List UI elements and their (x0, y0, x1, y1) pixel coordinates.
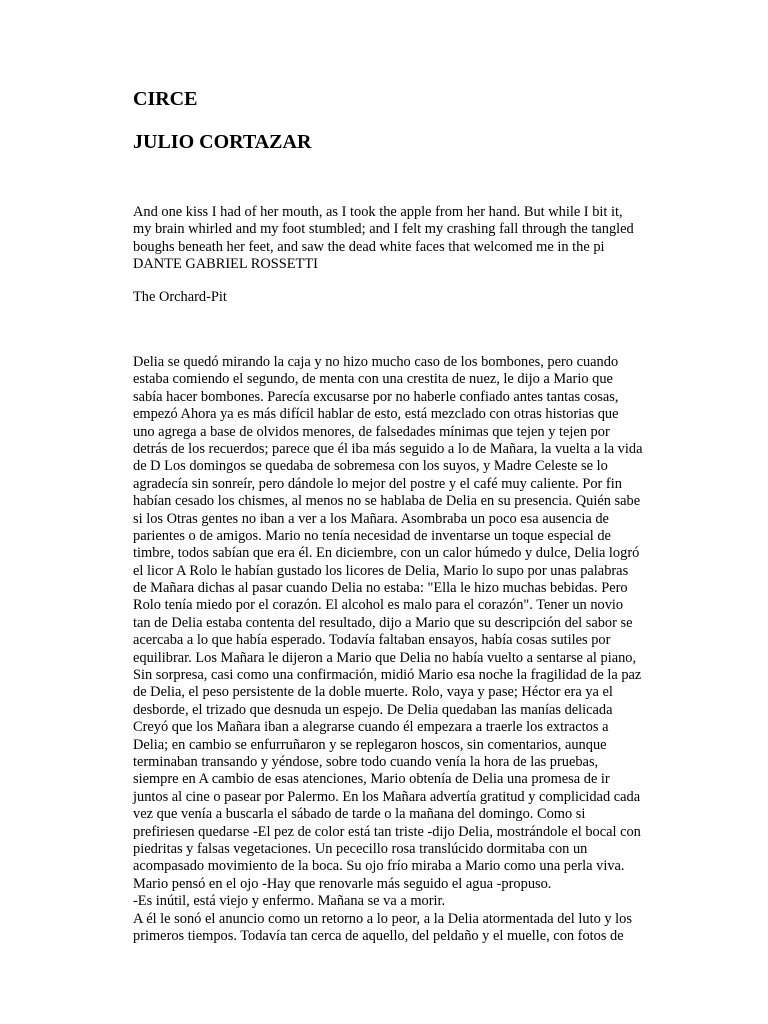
epigraph-line: my brain whirled and my foot stumbled; and I felt my crashing fall through the tangled (133, 221, 634, 238)
story-line: desborde, el trizado que desnuda un espejo. De Delia quedaban las manías delicada (133, 701, 613, 718)
story-line: detrás de los recuerdos; parece que él iba más seguido a lo de Mañara, la vuelta a la vida (133, 440, 643, 457)
story-line: habían cesado los chismes, al menos no se hablaba de Delia en su presencia. Quién sabe (133, 493, 641, 510)
story-line: piedritas y falsas vegetaciones. Un pececillo rosa translúcido dormitaba con un (133, 840, 588, 857)
story-line: -Es inútil, está viejo y enfermo. Mañana se va a morir. (133, 893, 446, 910)
story-line: primeros tiempos. Todavía tan cerca de aquello, del peldaño y el muelle, con fotos de (133, 927, 624, 944)
story-line: Delia se quedó mirando la caja y no hizo mucho caso de los bombones, pero cuando (133, 354, 619, 370)
epigraph-author: DANTE GABRIEL ROSSETTI (133, 256, 318, 273)
story-line: Rolo tenía miedo por el corazón. El alcohol es malo para el corazón". Tener un novio (133, 597, 624, 614)
story-line: terminaban transando y yéndose, sobre todo cuando venía la hora de las pruebas, (133, 753, 599, 770)
story-line: empezó Ahora ya es más difícil hablar de esto, está mezclado con otras historias que (133, 406, 619, 423)
story-line: de Delia, el peso persistente de la doble muerte. Rolo, vaya y pase; Héctor era ya el (133, 684, 613, 701)
story-line: Delia; en cambio se enfurruñaron y se replegaron hoscos, sin comentarios, aunque (133, 736, 607, 753)
author-name: JULIO CORTAZAR (133, 131, 312, 153)
story-line: agradecía sin sonreír, pero dándole lo mejor del postre y el café muy caliente. Por fin (133, 475, 622, 492)
story-line: prefiriesen quedarse -El pez de color está tan triste -dijo Delia, mostrándole el bocal con (133, 823, 641, 840)
story-line: Sin sorpresa, casi como una confirmación, midió Mario esa noche la fragilidad de la paz (133, 667, 642, 684)
epigraph (133, 204, 634, 274)
story-line: juntos al cine o pasear por Palermo. En los Mañara advertía gratitud y complicidad cada (133, 788, 641, 805)
story-line: timbre, todos sabían que era él. En diciembre, con un calor húmedo y dulce, Delia logró (133, 545, 640, 562)
story-line: tan de Delia estaba contenta del resultado, dijo a Mario que su descripción del sabor se (133, 614, 633, 631)
story-line: Creyó que los Mañara iban a alegrarse cuando él empezara a traerle los extractos a (133, 719, 609, 736)
story-line: el licor A Rolo le habían gustado los licores de Delia, Mario lo supo por unas palabras (133, 562, 629, 579)
epigraph-source (133, 289, 227, 306)
epigraph-line: boughs beneath her feet, and saw the dead white faces that welcomed me in the pi (133, 238, 605, 255)
story-title: CIRCE (133, 88, 198, 110)
story-line: acercaba a lo que había esperado. Todavía faltaban ensayos, había cosas sutiles por (133, 632, 611, 649)
story-line: equilibrar. Los Mañara le dijeron a Mario que Delia no había vuelto a sentarse al piano, (133, 649, 637, 666)
story-line: parientes o de amigos. Mario no tenía necesidad de inventarse un toque especial de (133, 527, 611, 544)
story-line: sabía hacer bombones. Parecía excusarse por no haberle confiado antes tantas cosas, (133, 388, 619, 405)
story-line: de Mañara dichas al pasar cuando Delia no estaba: "Ella le hizo muchas bebidas. Pero (133, 580, 628, 597)
story-line: acompasado movimiento de la boca. Su ojo frío miraba a Mario como una perla viva. (133, 858, 625, 875)
story-line: uno agrega a base de olvidos menores, de falsedades mínimas que tejen y tejen por (133, 423, 610, 440)
story-line: A él le sonó el anuncio como un retorno a lo peor, a la Delia atormentada del luto y los (133, 910, 632, 927)
story-body (133, 354, 642, 945)
epigraph-line: And one kiss I had of her mouth, as I took the apple from her hand. But while I bit it, (133, 204, 623, 220)
story-line: vez que venía a buscarla el sábado de tarde o la mañana del domingo. Como si (133, 806, 586, 823)
story-line: de D Los domingos se quedaba de sobremesa con los suyos, y Madre Celeste se lo (133, 458, 608, 475)
story-line: Mario pensó en el ojo -Hay que renovarle más seguido el agua -propuso. (133, 875, 552, 892)
story-line: si los Otras gentes no iban a ver a los Mañara. Asombraba un poco esa ausencia de (133, 510, 609, 527)
epigraph-source-title: The Orchard-Pit (133, 289, 227, 305)
story-line: siempre en A cambio de esas atenciones, Mario obtenía de Delia una promesa de ir (133, 771, 610, 788)
story-line: estaba comiendo el segundo, de menta con una crestita de nuez, le dijo a Mario que (133, 371, 613, 388)
